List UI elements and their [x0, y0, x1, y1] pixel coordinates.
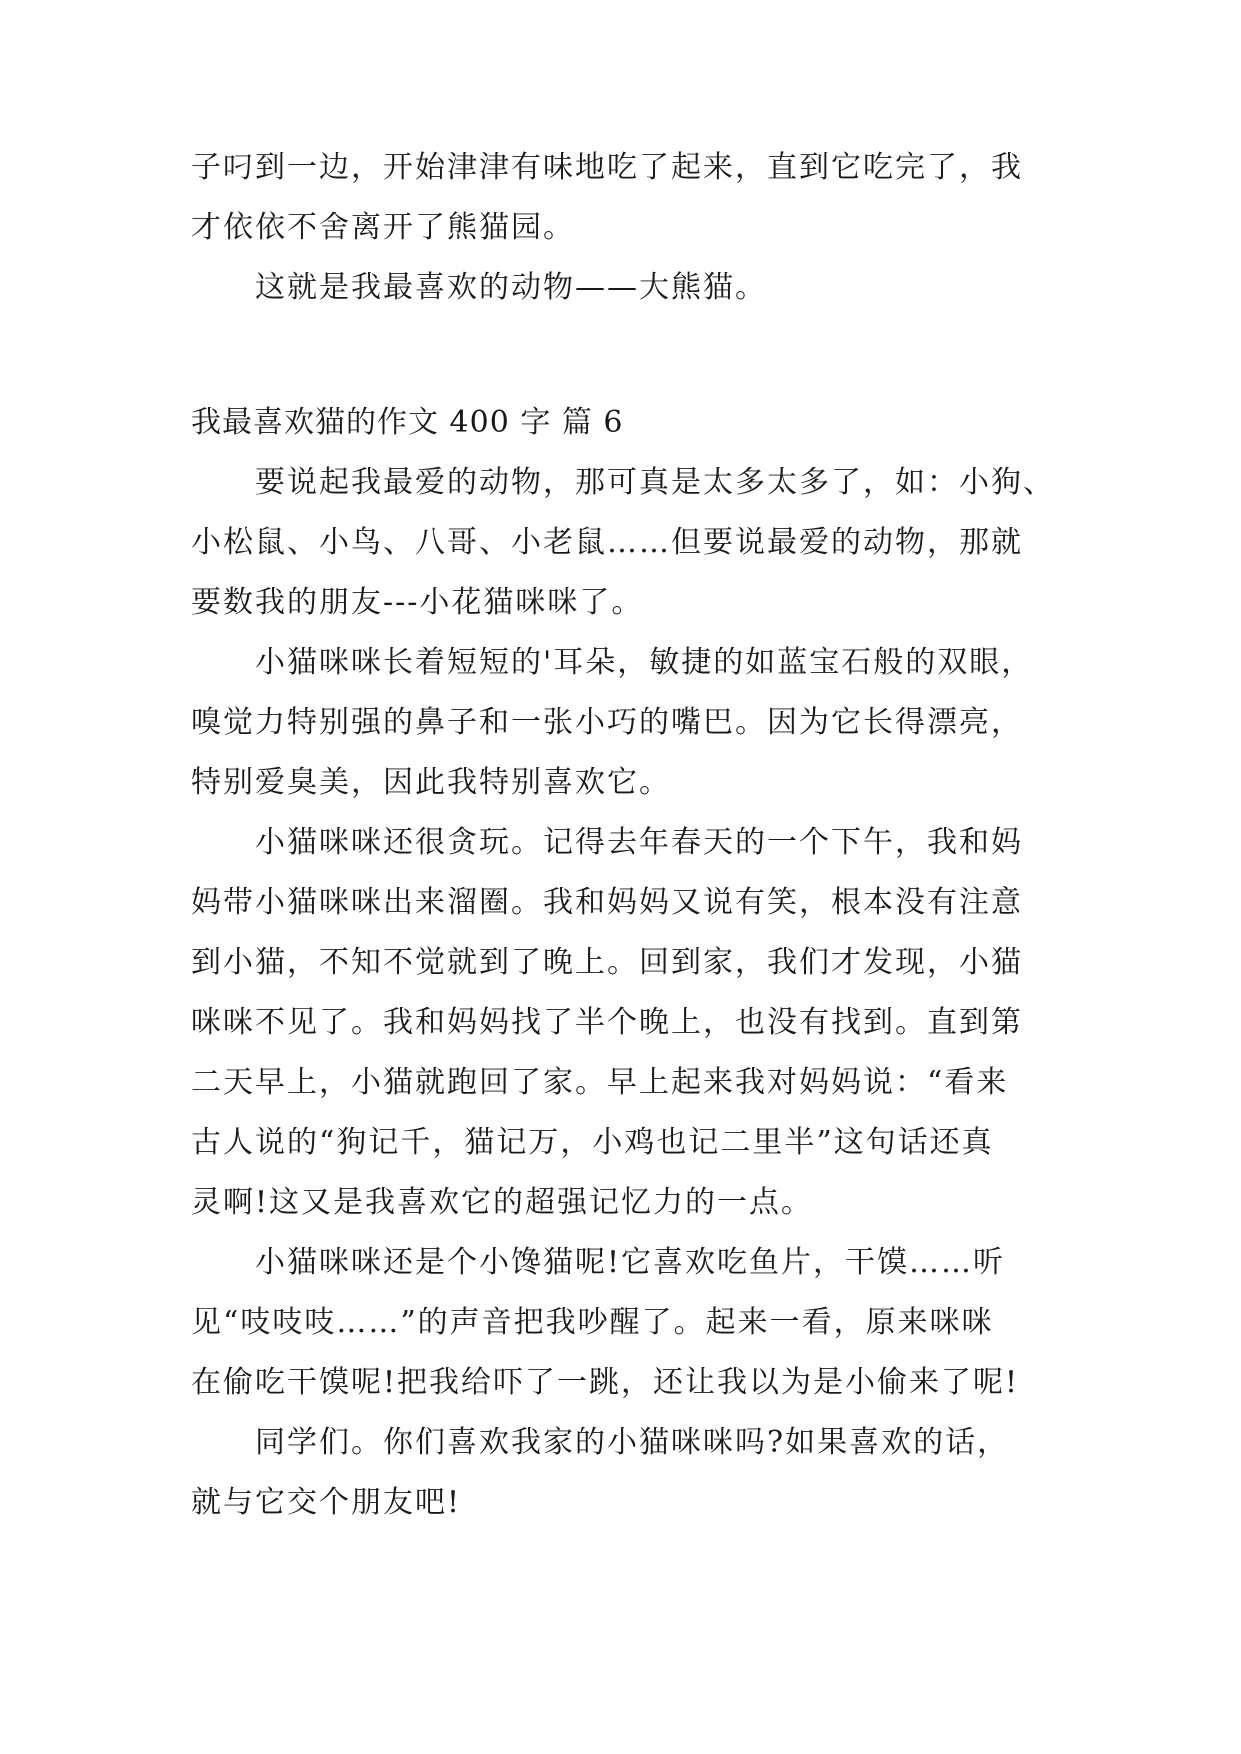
- text-line: 古人说的“狗记千，猫记万，小鸡也记二里半”这句话还真: [191, 1125, 994, 1160]
- text-line: 小猫咪咪还是个小馋猫呢!它喜欢吃鱼片，干馍……听: [255, 1245, 1006, 1280]
- text-line: 见“吱吱吱……”的声音把我吵醒了。起来一看，原来咪咪: [191, 1305, 994, 1340]
- text-line: 同学们。你们喜欢我家的小猫咪咪吗?如果喜欢的话，: [255, 1425, 1010, 1460]
- text-line: 到小猫，不知不觉就到了晚上。回到家，我们才发现，小猫: [191, 945, 1023, 980]
- text-line: 小猫咪咪长着短短的'耳朵，敏捷的如蓝宝石般的双眼，: [255, 645, 1034, 680]
- text-line: 在偷吃干馍呢!把我给吓了一跳，还让我以为是小偷来了呢!: [191, 1365, 1020, 1400]
- text-line: 要数我的朋友---小花猫咪咪了。: [191, 585, 644, 620]
- text-line: 这就是我最喜欢的动物——大熊猫。: [255, 270, 767, 305]
- text-line: 嗅觉力特别强的鼻子和一张小巧的嘴巴。因为它长得漂亮，: [191, 705, 1023, 740]
- text-line: 咪咪不见了。我和妈妈找了半个晚上，也没有找到。直到第: [191, 1005, 1023, 1040]
- essay-body: [191, 453, 1055, 1533]
- text-line: 二天早上，小猫就跑回了家。早上起来我对妈妈说：“看来: [191, 1065, 1009, 1100]
- text-line: 子叼到一边，开始津津有味地吃了起来，直到它吃完了，我: [191, 150, 1023, 185]
- section-title: 我最喜欢猫的作文 400 字 篇 6: [191, 405, 624, 440]
- text-line: 灵啊!这又是我喜欢它的超强记忆力的一点。: [191, 1185, 814, 1220]
- text-line: 小猫咪咪还很贪玩。记得去年春天的一个下午，我和妈: [255, 825, 1023, 860]
- text-line: 就与它交个朋友吧!: [191, 1485, 462, 1520]
- text-line: 妈带小猫咪咪出来溜圈。我和妈妈又说有笑，根本没有注意: [191, 885, 1023, 920]
- intro-paragraphs: [191, 138, 1051, 318]
- text-line: 特别爱臭美，因此我特别喜欢它。: [191, 765, 671, 800]
- text-line: 要说起我最爱的动物，那可真是太多太多了，如：小狗、: [255, 465, 1055, 500]
- text-line: 小松鼠、小鸟、八哥、小老鼠……但要说最爱的动物，那就: [191, 525, 1023, 560]
- text-line: 才依依不舍离开了熊猫园。: [191, 210, 575, 245]
